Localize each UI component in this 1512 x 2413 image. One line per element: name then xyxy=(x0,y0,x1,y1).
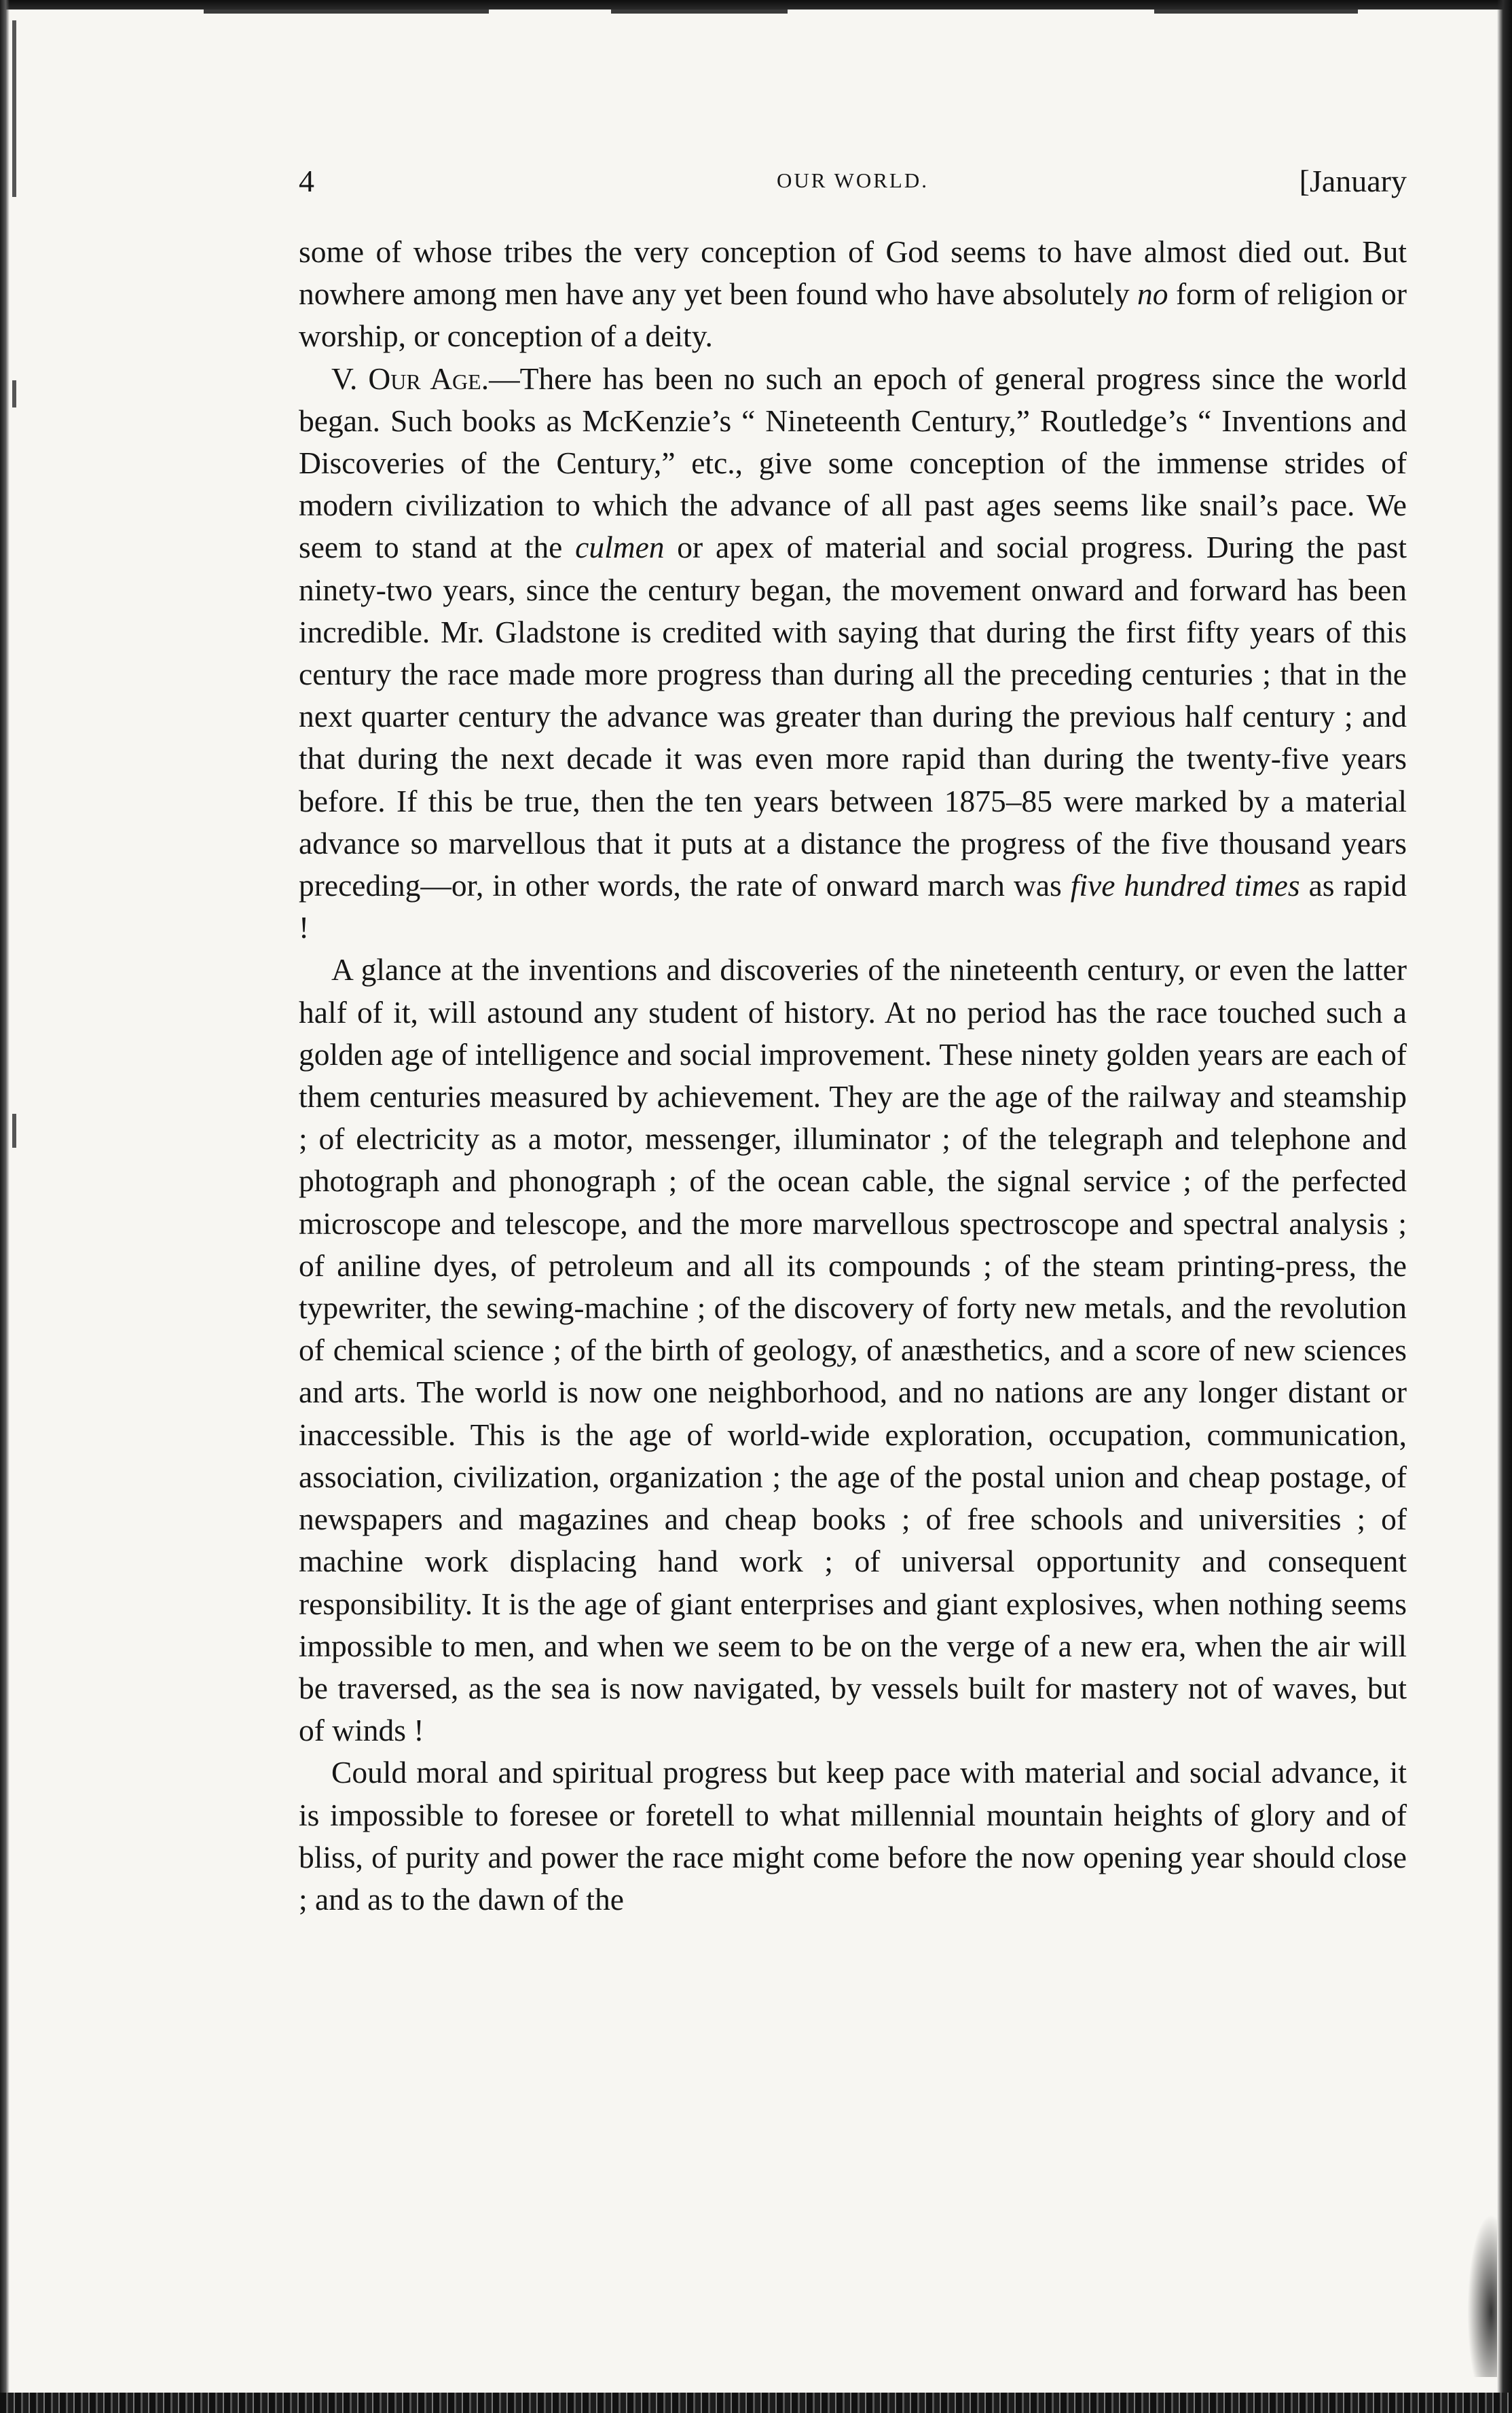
paragraph xyxy=(299,1752,1407,1921)
text-run: form of religion or worship, or conception of a deity. xyxy=(299,276,1407,354)
scan-edge-speck xyxy=(611,10,788,14)
scan-edge-top xyxy=(0,0,1512,10)
running-date: [January xyxy=(1299,164,1407,198)
scan-edge-bottom xyxy=(0,2393,1512,2413)
scan-edge-mark xyxy=(12,20,16,197)
scan-edge-speck xyxy=(204,10,489,14)
paragraph xyxy=(299,949,1407,1752)
scan-edge-speck xyxy=(1154,10,1358,14)
scan-smudge xyxy=(1467,2214,1497,2377)
small-caps-heading: Our Age. xyxy=(368,361,490,396)
page-number: 4 xyxy=(299,164,314,198)
scan-edge-mark xyxy=(12,1114,16,1148)
italic-text: no xyxy=(1137,276,1168,312)
paragraph xyxy=(299,358,1407,949)
scan-edge-mark xyxy=(12,380,16,407)
running-title: OUR WORLD. xyxy=(776,168,929,192)
body-text xyxy=(299,231,1407,1921)
text-run: Could moral and spiritual progress but keep pace with material and social advance, it is impossible to foresee or foretell to what millennial mountain heights of glory and of bliss, of purity and power the race might come before the now opening year should close ; and as to the dawn of the xyxy=(299,1755,1407,1917)
italic-text: culmen xyxy=(575,530,665,565)
running-header xyxy=(299,163,1407,204)
scan-edge-right xyxy=(1497,0,1512,2413)
text-run: V. xyxy=(331,361,369,396)
italic-text: five hundred times xyxy=(1070,868,1300,903)
text-run: A glance at the inventions and discoveries of the nineteenth century, or even the latter half of it, will astound any student of history. At no period has the race touched such a golden age of intelligence and social improvement. These ninety golden years are each of them centuries measured by achievement. They are the age of the railway and steamship ; of electricity as a motor, messenger, illuminator ; of the telegraph and telephone and photograph and phonograph ; of the ocean cable, the signal service ; of the perfected microscope and telescope, and the more marvellous spectroscope and spectral analysis ; of aniline dyes, of petroleum and all its compounds ; of the steam printing-press, the typewriter, the sewing-machine ; of the discovery of forty new metals, and the revolution of chemical science ; of the birth of geology, of anæsthetics, and a score of new sciences and arts. The world is now one neighborhood, and no nations are any longer distant or inaccessible. This is the age of world-wide exploration, occupation, communication, association, civilization, organization ; the age of the postal union and cheap postage, of newspapers and magazines and cheap books ; of free schools and universities ; of machine work displacing hand work ; of universal opportunity and consequent responsibility. It is the age of giant enterprises and giant explosives, when nothing seems impossible to men, and when we seem to be on the verge of a new era, when the air will be traversed, as the sea is now navigated, by vessels built for mastery not of waves, but of winds ! xyxy=(299,952,1407,1748)
text-run: —There has been no such an epoch of general progress since the world began. Such books as McKenzie’s “ Nineteenth Century,” Routledge’s “ Inventions and Discoveries of the Century,” etc., give some conception of the immense strides of modern civilization to which the advance of all past ages seems like snail’s pace. We seem to stand at the xyxy=(299,361,1407,565)
scan-edge-left xyxy=(0,0,10,2413)
text-run: or apex of material and social progress. During the past ninety-two years, since the century began, the movement onward and forward has been incredible. Mr. Gladstone is credited with saying that during the first fifty years of this century the race made more progress than during all the preceding centuries ; that in the next quarter century the advance was greater than during the previous half century ; and that during the next decade it was even more rapid than during the twenty-five years before. If this be true, then the ten years between 1875–85 were marked by a material advance so marvellous that it puts at a distance the progress of the five thousand years preceding—or, in other words, the rate of onward march was xyxy=(299,530,1407,903)
paragraph xyxy=(299,231,1407,358)
text-run: as rapid ! xyxy=(299,868,1407,945)
text-run: some of whose tribes the very conception of God seems to have almost died out. But nowhere among men have any yet been found who have absolutely xyxy=(299,234,1407,312)
